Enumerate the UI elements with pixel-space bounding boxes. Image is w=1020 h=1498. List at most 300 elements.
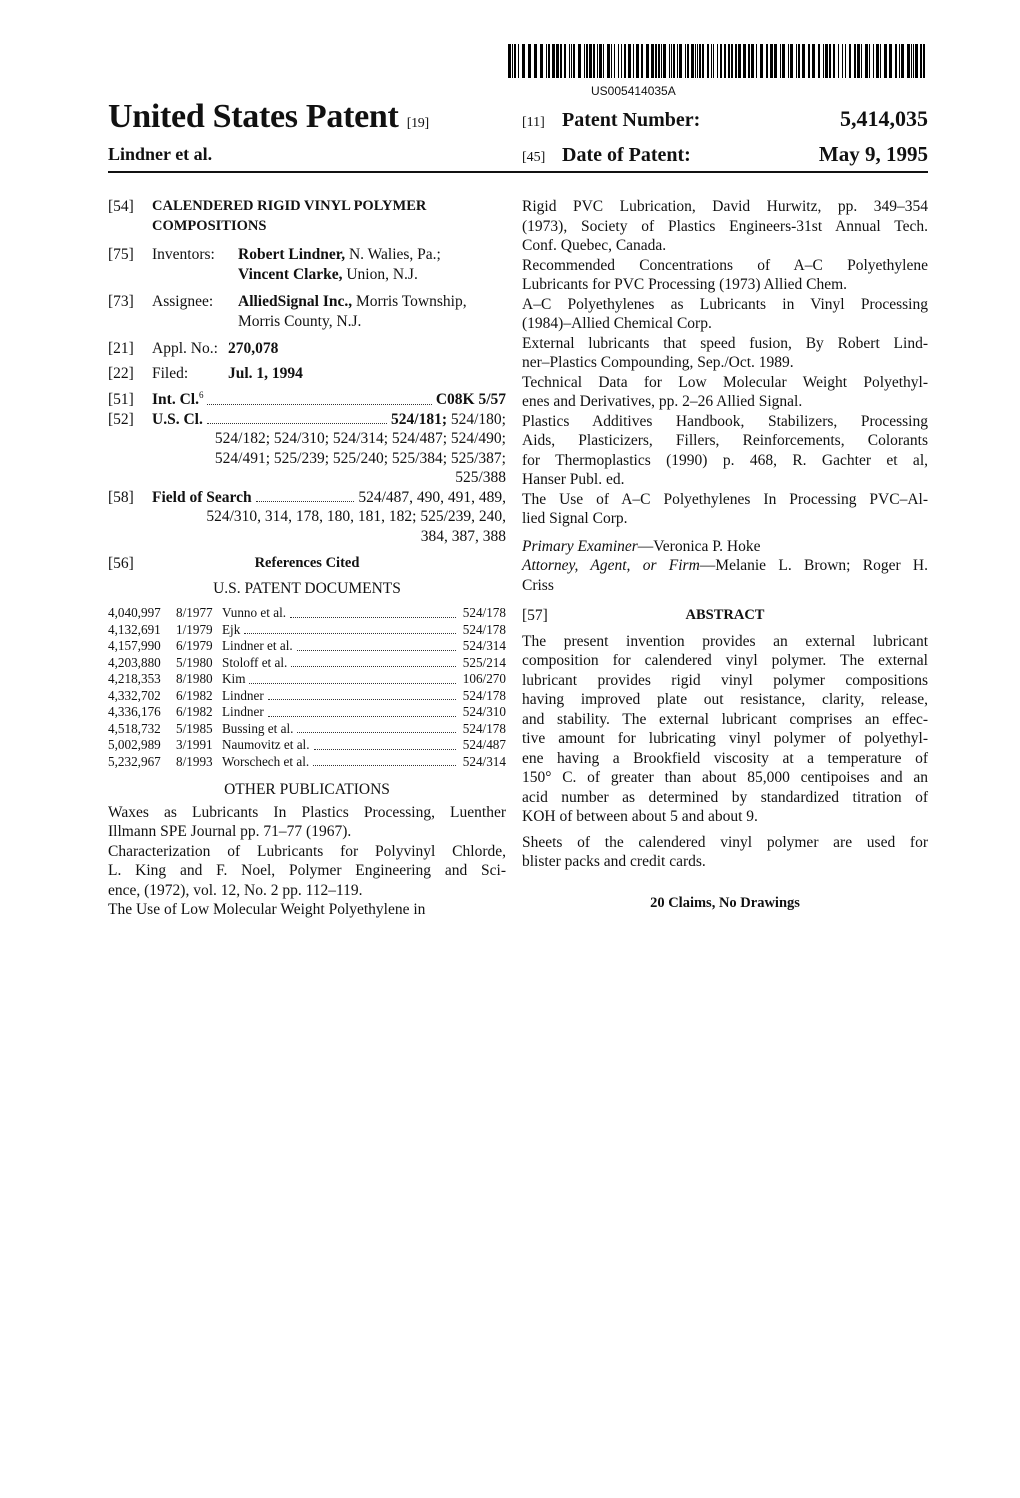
table-row: [108, 721, 506, 738]
patent-class: 524/314: [462, 753, 506, 769]
references-heading: [108, 554, 506, 574]
text-line: ence, (1972), vol. 12, No. 2 pp. 112–119.: [108, 881, 363, 899]
paragraph: [522, 632, 928, 827]
barcode-bar: [901, 44, 904, 78]
barcode-bar: [514, 44, 516, 78]
filed-field: [108, 364, 506, 384]
us-cl-field: [108, 410, 506, 488]
primary-examiner-name: —Veronica P. Hoke: [637, 537, 761, 555]
barcode-bar: [808, 44, 810, 78]
field-ref: [21]: [108, 340, 134, 357]
inventor-name: Vincent Clarke,: [238, 265, 343, 283]
field-label: Inventors:: [152, 246, 215, 263]
barcode-bar: [895, 44, 897, 78]
assignee-location: Morris County, N.J.: [238, 312, 362, 330]
leader-dots: [297, 650, 456, 651]
barcode-bar: [628, 44, 631, 78]
inventor-location: N. Walies, Pa.;: [345, 246, 441, 263]
patent-date: 6/1982: [176, 687, 213, 703]
patent-date: 6/1979: [176, 638, 213, 653]
field-label: U.S. Cl.: [152, 410, 203, 428]
field-ref: [51]: [108, 391, 134, 408]
barcode-bar: [621, 44, 622, 78]
text-line: Technical Data for Low Molecular Weight Polyethyl-: [522, 373, 928, 391]
patent-number: 4,132,691: [108, 621, 161, 637]
barcode-bar: [790, 44, 793, 78]
barcode-bar: [774, 44, 777, 78]
barcode-bar: [766, 44, 768, 78]
barcode-bar: [540, 44, 543, 78]
text-line: Waxes as Lubricants In Plastics Processing, Luenther: [108, 803, 506, 821]
patent-number: 5,002,989: [108, 737, 161, 752]
patent-date: 3/1991: [176, 737, 213, 752]
patent-class: 525/214: [462, 654, 506, 670]
barcode-bar: [564, 44, 566, 78]
invention-title-line: COMPOSITIONS: [152, 217, 267, 234]
barcode-bar: [756, 44, 757, 78]
abstract-body: [522, 632, 928, 872]
other-publications-heading: OTHER PUBLICATIONS: [224, 781, 390, 798]
table-row: [108, 754, 506, 771]
patent-date: 8/1977: [176, 605, 213, 620]
title-field: [108, 197, 506, 236]
barcode-bar: [546, 44, 547, 78]
text-line: lubricant provides rigid vinyl polymer compositions: [522, 671, 928, 689]
patent-inventor: Naumovitz et al.: [222, 737, 310, 752]
patent-number: 4,218,353: [108, 671, 161, 686]
patent-inventor: Worschech et al.: [222, 753, 310, 769]
barcode-bar: [782, 44, 785, 78]
patent-class: 524/314: [462, 638, 506, 653]
document-code: US005414035A: [591, 84, 676, 98]
text-line: blister packs and credit cards.: [522, 853, 706, 870]
biblio-section: [108, 197, 506, 546]
leader-dots: [249, 683, 456, 684]
us-patent-documents-heading: U.S. PATENT DOCUMENTS: [213, 579, 401, 597]
text-line: L. King and F. Noel, Polymer Engineering and Sci-: [108, 862, 506, 879]
barcode-bar: [823, 44, 824, 78]
barcode-bar: [641, 44, 643, 78]
barcode-bar: [748, 44, 750, 78]
patent-number-label: Patent Number:: [562, 109, 701, 131]
barcode-bar: [829, 44, 831, 78]
leader-dots: [291, 666, 456, 667]
patent-number-row: [522, 106, 928, 136]
patent-number: 4,518,732: [108, 720, 161, 736]
paragraph: [108, 900, 506, 920]
barcode-bar: [679, 44, 682, 78]
text-line: Lubricants for PVC Processing (1973) Allied Chem.: [522, 276, 848, 293]
barcode-bar: [593, 44, 595, 78]
barcode-bar: [731, 44, 733, 78]
barcode-bar: [899, 44, 900, 78]
barcode-bar: [669, 44, 670, 78]
filed-date: Jul. 1, 1994: [228, 364, 303, 382]
barcode-bar: [798, 44, 800, 78]
left-column: [108, 197, 506, 920]
patent-number: 5,414,035: [840, 106, 928, 131]
barcode-bar: [707, 44, 709, 78]
other-publications-right: [522, 197, 928, 529]
table-row: [108, 622, 506, 639]
barcode-bar: [548, 44, 550, 78]
barcode-bar: [578, 44, 581, 78]
paragraph: [108, 803, 506, 842]
patent-inventor: Vunno et al.: [222, 605, 287, 620]
barcode-bar: [880, 44, 881, 78]
barcode-bar: [655, 44, 657, 78]
text-line: 150° C. of greater than about 85,000 centipoises and an: [522, 769, 928, 786]
patent-number: 5,232,967: [108, 753, 161, 769]
barcode-bar: [796, 44, 797, 78]
barcode-bar: [671, 44, 672, 78]
barcode-bar: [508, 44, 511, 78]
table-row: [108, 638, 506, 655]
barcode-bar: [842, 44, 843, 78]
text-line: lied Signal Corp.: [522, 510, 628, 527]
patent-number: 4,203,880: [108, 654, 161, 670]
patent-number: 4,040,997: [108, 605, 161, 620]
attorney-name: Criss: [522, 576, 554, 594]
barcode-bar: [907, 44, 910, 78]
barcode-bar: [584, 44, 585, 78]
text-line: Conf. Quebec, Canada.: [522, 237, 667, 254]
barcode-bar: [589, 44, 592, 78]
date-ref: [45]: [522, 150, 546, 165]
text-line: (1984)–Allied Chemical Corp.: [522, 315, 712, 332]
other-publications-left: [108, 803, 506, 920]
barcode-bar: [518, 44, 519, 78]
barcode-bar: [552, 44, 555, 78]
field-ref: [73]: [108, 293, 134, 310]
barcode-bar: [857, 44, 860, 78]
table-row: [108, 605, 506, 622]
patent-date: May 9, 1995: [818, 142, 928, 166]
patent-number-ref: [11]: [522, 115, 545, 130]
patent-date: 8/1980: [176, 671, 213, 686]
field-ref: [75]: [108, 246, 134, 263]
assignee-location: Morris Township,: [352, 293, 467, 310]
text-line: composition for calendered vinyl polymer. The external: [522, 652, 928, 669]
table-row: [108, 671, 506, 688]
field-label: Appl. No.:: [152, 340, 218, 357]
barcode-bar: [780, 44, 781, 78]
patent-inventor: Ejk: [222, 621, 241, 637]
barcode-bar: [728, 44, 730, 78]
patent-inventor: Stoloff et al.: [222, 654, 288, 670]
barcode-bar: [658, 44, 660, 78]
attorney-name: —Melanie L. Brown; Roger H.: [699, 557, 928, 574]
barcode-bar: [522, 44, 525, 78]
text-line: and stability. The external lubricant comprises an effec-: [522, 710, 928, 728]
barcode-bar: [849, 44, 851, 78]
barcode-bar: [738, 44, 741, 78]
abstract-title: ABSTRACT: [685, 607, 765, 623]
title-text: United States Patent: [108, 98, 399, 135]
barcode-bar: [702, 44, 704, 78]
barcode-bar: [695, 44, 696, 78]
date-row: [522, 141, 928, 171]
abstract-heading: [522, 606, 928, 626]
text-line: ner–Plastics Compounding, Sep./Oct. 1989.: [522, 354, 794, 371]
us-cl-value: 525/388: [455, 469, 506, 486]
barcode-bar: [713, 44, 714, 78]
barcode-bar: [865, 44, 868, 78]
leader-dots: [313, 765, 456, 766]
patent-inventor: Lindner et al.: [222, 638, 293, 653]
barcode-bar: [861, 44, 862, 78]
barcode-bar: [699, 44, 701, 78]
barcode-bar: [512, 44, 513, 78]
barcode-bar: [573, 44, 575, 78]
barcode-bar: [751, 44, 754, 78]
barcode-bar: [618, 44, 619, 78]
paragraph: [522, 256, 928, 295]
paragraph: [522, 490, 928, 529]
primary-examiner-label: Primary Examiner: [522, 537, 638, 555]
barcode-bar: [646, 44, 649, 78]
barcode-bar: [724, 44, 726, 78]
paragraph: [522, 412, 928, 490]
field-sup: 6: [198, 390, 204, 400]
us-cl-value: 524/182; 524/310; 524/314; 524/487; 524/490;: [214, 430, 506, 447]
field-ref: [57]: [522, 607, 548, 624]
us-cl-value: 524/491; 525/239; 525/240; 525/384; 525/387;: [214, 449, 506, 467]
barcode-bar: [838, 44, 839, 78]
date-label: Date of Patent:: [562, 144, 691, 166]
field-ref: [56]: [108, 555, 134, 572]
leader-dots: [268, 716, 456, 717]
patent-class: 524/310: [462, 704, 506, 719]
text-line: Illmann SPE Journal pp. 71–77 (1967).: [108, 823, 352, 840]
barcode-bar: [560, 44, 562, 78]
table-row: [108, 704, 506, 721]
barcode-bar: [685, 44, 686, 78]
search-value: 524/310, 314, 178, 180, 181, 182; 525/239, 240,: [206, 508, 506, 525]
table-row: [108, 737, 506, 754]
barcode-bar: [845, 44, 846, 78]
text-line: External lubricants that speed fusion, By Robert Lind-: [522, 334, 928, 352]
text-line: Rigid PVC Lubrication, David Hurwitz, pp. 349–354: [522, 198, 928, 215]
barcode-bar: [869, 44, 870, 78]
barcode-bar: [788, 44, 789, 78]
assignee-name: AlliedSignal Inc.,: [238, 293, 353, 310]
field-of-search: [108, 488, 506, 547]
inventor-name: Robert Lindner,: [238, 246, 346, 263]
barcode-bar: [614, 44, 615, 78]
barcode-bar: [636, 44, 639, 78]
leader-dots: [207, 404, 431, 405]
search-value: 524/487, 490, 491, 489,: [358, 488, 506, 506]
table-row: [108, 655, 506, 672]
text-line: The present invention provides an external lubricant: [522, 632, 928, 650]
text-line: (1973), Society of Plastics Engineers-31st Annual Tech.: [522, 217, 928, 235]
us-cl-main: 524/181;: [391, 410, 447, 428]
patent-date: 8/1993: [176, 753, 213, 769]
text-line: Recommended Concentrations of A–C Polyethylene: [522, 256, 928, 274]
patent-inventor: Kim: [222, 671, 246, 686]
barcode-bar: [624, 44, 626, 78]
barcode-bar: [599, 44, 602, 78]
barcode-bar: [571, 44, 572, 78]
patent-class: 524/178: [462, 621, 506, 637]
field-ref: [58]: [108, 488, 134, 506]
barcode-bar: [711, 44, 712, 78]
patent-inventor: Lindner: [222, 687, 264, 703]
barcode-bar: [720, 44, 722, 78]
text-line: having improved plate out resistance, clarity, release,: [522, 691, 928, 708]
barcode-bar: [876, 44, 879, 78]
barcode-bar: [556, 44, 559, 78]
right-column: [522, 197, 928, 913]
barcode-bar: [661, 44, 662, 78]
search-value: 384, 387, 388: [420, 527, 506, 545]
barcode-bar: [915, 44, 918, 78]
references-section: [108, 554, 506, 920]
barcode-bar: [677, 44, 678, 78]
inventor-short: Lindner et al.: [108, 144, 213, 164]
barcode: [508, 44, 928, 78]
paragraph: [522, 334, 928, 373]
patent-date: 5/1985: [176, 720, 213, 736]
barcode-bar: [528, 44, 531, 78]
barcode-bar: [889, 44, 892, 78]
document-title: [108, 98, 429, 143]
int-cl-value: C08K 5/57: [435, 391, 506, 408]
leader-dots: [314, 749, 456, 750]
inventors-field: [108, 245, 506, 284]
primary-examiner: [522, 537, 928, 557]
patent-class: 524/178: [462, 720, 506, 736]
barcode-bar: [770, 44, 773, 78]
text-line: tive amount for lubricating vinyl polymer of polyethyl-: [522, 730, 928, 747]
attorney-label: Attorney, Agent, or Firm: [522, 557, 700, 574]
paragraph: [522, 197, 928, 256]
patent-number: 4,336,176: [108, 704, 161, 719]
appl-no: 270,078: [228, 340, 279, 357]
field-ref: [54]: [108, 198, 134, 215]
barcode-bar: [920, 44, 922, 78]
barcode-bar: [607, 44, 610, 78]
patent-class: 524/487: [462, 737, 506, 752]
paragraph: [108, 842, 506, 901]
claims-summary: 20 Claims, No Drawings: [650, 894, 800, 911]
barcode-bar: [651, 44, 654, 78]
text-line: Plastics Additives Handbook, Stabilizers, Processing: [522, 412, 928, 430]
appl-no-field: [108, 339, 506, 359]
barcode-bar: [913, 44, 914, 78]
leader-dots: [297, 732, 456, 733]
barcode-bar: [802, 44, 805, 78]
barcode-bar: [603, 44, 604, 78]
barcode-bar: [663, 44, 666, 78]
field-ref: [52]: [108, 410, 134, 428]
text-line: acid number as determined by standardized titration of: [522, 788, 928, 806]
field-label: Filed:: [152, 364, 189, 382]
leader-dots: [290, 617, 456, 618]
references-title: References Cited: [254, 555, 360, 571]
assignee-field: [108, 292, 506, 331]
barcode-bar: [854, 44, 856, 78]
patent-class: 524/178: [462, 605, 506, 620]
barcode-bar: [717, 44, 718, 78]
barcode-bar: [743, 44, 746, 78]
text-line: The Use of Low Molecular Weight Polyethylene in: [108, 901, 426, 918]
patent-inventor: Bussing et al.: [222, 720, 294, 736]
leader-dots: [207, 423, 387, 424]
text-line: The Use of A–C Polyethylenes In Processing PVC–Al-: [522, 490, 928, 508]
invention-title-line: CALENDERED RIGID VINYL POLYMER: [152, 198, 427, 214]
patent-date: 6/1982: [176, 704, 213, 719]
patent-inventor: Lindner: [222, 704, 264, 719]
text-line: for Thermoplastics (1990) p. 468, R. Gachter et al,: [522, 451, 928, 469]
barcode-bar: [884, 44, 887, 78]
table-row: [108, 688, 506, 705]
text-line: ene having a Brookfield viscosity at a temperature of: [522, 749, 928, 767]
barcode-bar: [611, 44, 612, 78]
text-line: Hanser Publ. ed.: [522, 471, 625, 488]
barcode-bar: [833, 44, 835, 78]
field-label: Assignee:: [152, 293, 214, 310]
paragraph: [522, 833, 928, 872]
int-cl-field: [108, 390, 506, 410]
barcode-bar: [911, 44, 912, 78]
text-line: Sheets of the calendered vinyl polymer are used for: [522, 833, 928, 851]
barcode-bar: [923, 44, 925, 78]
text-line: KOH of between about 5 and about 9.: [522, 808, 758, 825]
barcode-bar: [691, 44, 694, 78]
leader-dots: [244, 633, 456, 634]
barcode-bar: [697, 44, 698, 78]
text-line: enes and Derivatives, pp. 2–26 Allied Signal.: [522, 393, 803, 410]
attorney: [522, 556, 928, 576]
patent-class: 106/270: [462, 671, 506, 686]
barcode-bar: [735, 44, 737, 78]
text-line: Characterization of Lubricants for Polyvinyl Chlorde,: [108, 842, 506, 860]
us-cl-value: 524/180;: [447, 410, 506, 428]
paragraph: [522, 295, 928, 334]
barcode-bar: [534, 44, 537, 78]
paragraph: [522, 373, 928, 412]
inventor-location: Union, N.J.: [342, 265, 418, 283]
patent-number: 4,332,702: [108, 687, 161, 703]
barcode-bar: [687, 44, 689, 78]
barcode-bar: [673, 44, 675, 78]
barcode-bar: [760, 44, 763, 78]
patent-date: 5/1980: [176, 654, 213, 670]
text-line: Aids, Plasticizers, Fillers, Reinforcements, Colorants: [522, 432, 928, 449]
barcode-bar: [825, 44, 828, 78]
field-ref: [22]: [108, 364, 134, 382]
barcode-bar: [812, 44, 815, 78]
patent-references-table: [108, 605, 506, 770]
field-label: Int. Cl.: [152, 391, 199, 408]
leader-dots: [268, 699, 456, 700]
header-divider: [108, 171, 928, 173]
field-label: Field of Search: [152, 488, 252, 506]
barcode-bar: [818, 44, 820, 78]
barcode-bar: [569, 44, 570, 78]
title-ref: [19]: [406, 116, 429, 131]
barcode-bar: [586, 44, 588, 78]
text-line: A–C Polyethylenes as Lubricants in Vinyl Processing: [522, 295, 928, 313]
barcode-bar: [597, 44, 598, 78]
patent-date: 1/1979: [176, 621, 213, 637]
patent-number: 4,157,990: [108, 638, 161, 653]
patent-class: 524/178: [462, 687, 506, 703]
barcode-bar: [873, 44, 874, 78]
leader-dots: [256, 501, 355, 502]
